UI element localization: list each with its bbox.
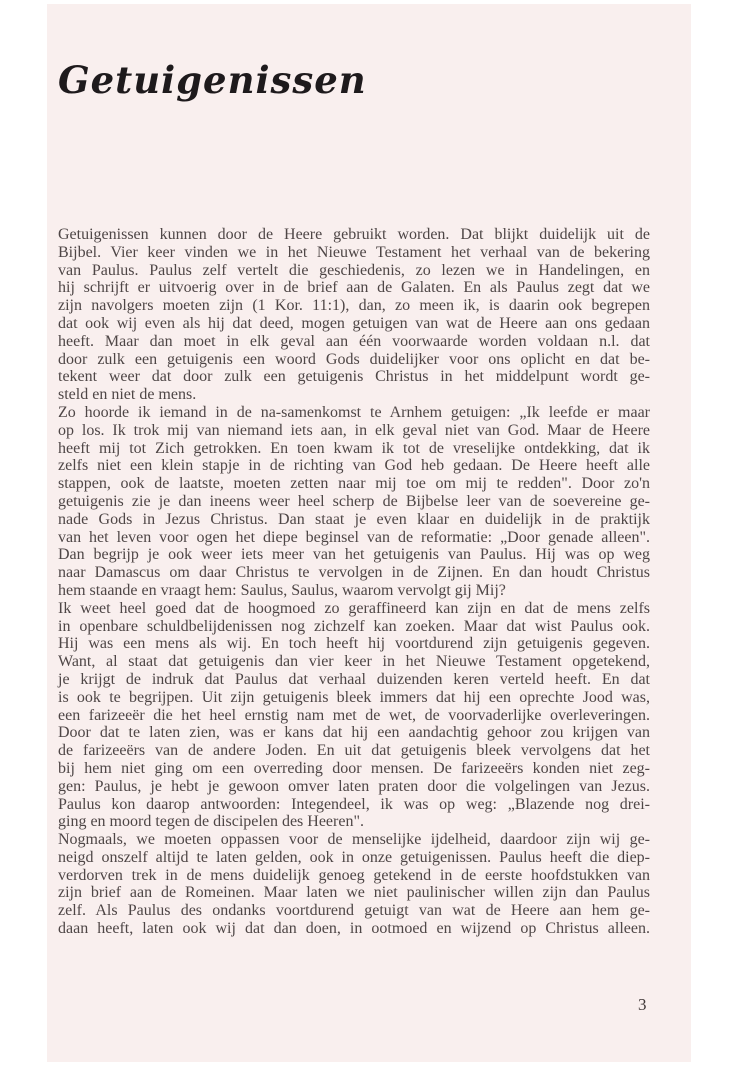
text-line: op los. Ik trok mij van niemand iets aan, in elk geval niet van God. Maar de Heere — [58, 421, 650, 439]
text-line: tekent weer dat door zulk een getuigenis Christus in het middelpunt wordt ge- — [58, 368, 650, 386]
text-line: daan heeft, laten ook wij dat dan doen, in ootmoed en wijzend op Christus alleen. — [58, 920, 650, 938]
text-line: je krijgt de indruk dat Paulus dat verhaal duizenden keren verteld heeft. En dat — [58, 670, 650, 688]
text-line: door zulk een getuigenis een woord Gods duidelijker voor ons oplicht en dat be- — [58, 350, 650, 368]
text-line: de farizeeërs van de andere Joden. En uit dat getuigenis bleek vervolgens dat het — [58, 742, 650, 760]
text-line: van Paulus. Paulus zelf vertelt die geschiedenis, zo lezen we in Handelingen, en — [58, 261, 650, 279]
page-title: Getuigenissen — [58, 58, 367, 102]
text-line: zelf. Als Paulus des ondanks voortdurend getuigt van wat de Heere aan hem ge- — [58, 902, 650, 920]
text-line: Dan begrijp je ook weer iets meer van het getuigenis van Paulus. Hij was op weg — [58, 546, 650, 564]
paragraph — [58, 831, 650, 938]
text-line: stappen, ook de laatste, moeten zetten naar mij toe om mij te redden". Door zo'n — [58, 475, 650, 493]
text-line: bij hem niet ging om een overreding door mensen. De farizeeërs konden niet zeg- — [58, 759, 650, 777]
text-line: Bijbel. Vier keer vinden we in het Nieuwe Testament het verhaal van de bekering — [58, 243, 650, 261]
text-line: heeft mij tot Zich getrokken. En toen kwam ik tot de vreselijke ontdekking, dat ik — [58, 439, 650, 457]
page-number: 3 — [638, 995, 647, 1014]
text-line: dat ook wij even als hij dat deed, mogen getuigen van wat de Heere aan ons gedaan — [58, 314, 650, 332]
paragraph — [58, 600, 650, 831]
text-line: Getuigenissen kunnen door de Heere gebruikt worden. Dat blijkt duidelijk uit de — [58, 226, 650, 243]
paragraph — [58, 404, 650, 600]
text-line: neigd onszelf altijd te laten gelden, ook in onze getuigenissen. Paulus heeft die diep- — [58, 848, 650, 866]
text-line: hij schrijft er uitvoerig over in de brief aan de Galaten. En als Paulus zegt dat we — [58, 279, 650, 297]
text-line: gen: Paulus, je hebt je gewoon omver laten praten door die volgelingen van Jezus. — [58, 777, 650, 795]
text-line: van het leven voor ogen het diepe beginsel van de reformatie: „Door genade alleen". — [58, 528, 650, 546]
text-line: Want, al staat dat getuigenis dan vier keer in het Nieuwe Testament opgetekend, — [58, 653, 650, 671]
text-line: steld en niet de mens. — [58, 386, 197, 404]
text-line: Nogmaals, we moeten oppassen voor de menselijke ijdelheid, daardoor zijn wij ge- — [58, 831, 650, 849]
text-line: ging en moord tegen de discipelen des Heeren". — [58, 813, 364, 831]
text-line: heeft. Maar dan moet in elk geval aan één voorwaarde worden voldaan n.l. dat — [58, 332, 650, 350]
text-line: in openbare schuldbelijdenissen nog zichzelf kan zoeken. Maar dat wist Paulus ook. — [58, 617, 650, 635]
text-line: hem staande en vraagt hem: Saulus, Saulus, waarom vervolgt gij Mij? — [58, 581, 506, 599]
text-line: zelfs niet een klein stapje in de richting van God heb gedaan. De Heere heeft alle — [58, 457, 650, 475]
text-line: zijn navolgers moeten zijn (1 Kor. 11:1), dan, zo meen ik, is daarin ook begrepen — [58, 297, 650, 315]
text-line: Hij was een mens als wij. En toch heeft hij voortdurend zijn getuigenis gegeven. — [58, 635, 650, 653]
text-line: zijn brief aan de Romeinen. Maar laten we niet paulinischer willen zijn dan Paulus — [58, 884, 650, 902]
text-line: Ik weet heel goed dat de hoogmoed zo geraffineerd kan zijn en dat de mens zelfs — [58, 599, 650, 617]
text-line: verdorven trek in de mens duidelijk genoeg getekend in de eerste hoofdstukken van — [58, 866, 650, 884]
text-line: Zo hoorde ik iemand in de na-samenkomst te Arnhem getuigen: „Ik leefde er maar — [58, 403, 650, 421]
body-text — [58, 226, 650, 938]
text-line: Door dat te laten zien, was er kans dat hij een aandachtig gehoor zou krijgen van — [58, 724, 650, 742]
paragraph — [58, 226, 650, 404]
text-line: naar Damascus om daar Christus te vervolgen in de Zijnen. En dan houdt Christus — [58, 564, 650, 582]
text-line: een farizeeër die het heel ernstig nam met de wet, de voorvaderlijke overleveringen. — [58, 706, 650, 724]
text-line: is ook te begrijpen. Uit zijn getuigenis bleek immers dat hij een oprechte Jood was, — [58, 688, 650, 706]
text-line: nade Gods in Jezus Christus. Dan staat je even klaar en duidelijk in de praktijk — [58, 510, 650, 528]
text-line: getuigenis zie je dan ineens weer heel scherp de Bijbelse leer van de soevereine ge- — [58, 492, 650, 510]
text-line: Paulus kon daarop antwoorden: Integendeel, ik was op weg: „Blazende nog drei- — [58, 795, 650, 813]
